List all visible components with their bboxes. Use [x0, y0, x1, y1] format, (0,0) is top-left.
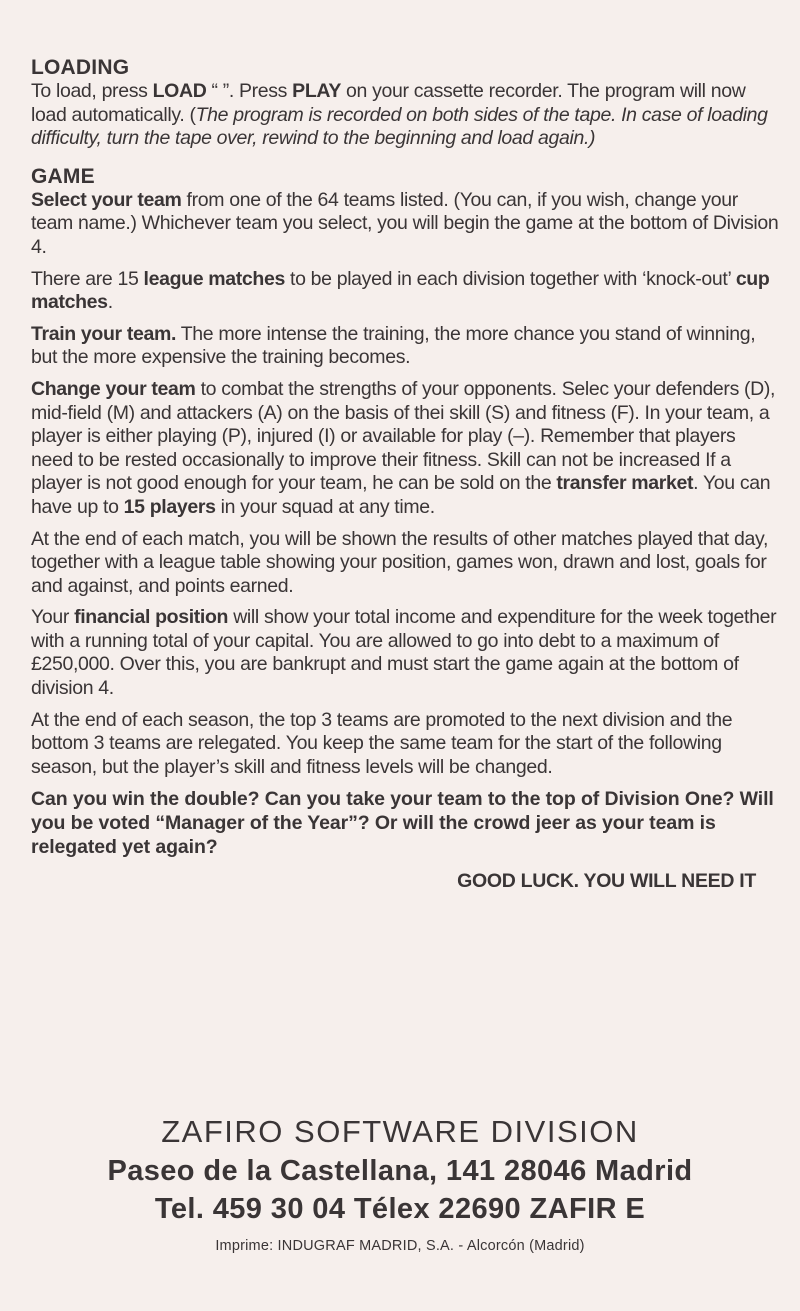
financial-position-paragraph: Your financial position will show your total income and expenditure for the week together with a running total of your capital. You are allowed to go into debt to a maximum of £250,000. Over this, you are bankrupt and must start the game again at the bottom of division 4.	[31, 606, 777, 700]
match-results-paragraph: At the end of each match, you will be shown the results of other matches played that day, together with a league table showing your position, games won, drawn and lost, goals for and against, and points earned.	[31, 527, 769, 597]
publisher-footer	[0, 1112, 800, 1256]
league-matches-paragraph: There are 15 league matches to be played in each division together with ‘knock-out’ cup matches.	[31, 267, 770, 314]
closing-questions: Can you win the double? Can you take your team to the top of Division One? Will you be voted “Manager of the Year”? Or will the crowd jeer as your team is relegated yet again?	[31, 788, 774, 859]
company-phone: Tel. 459 30 04 Télex 22690 ZAFIR E	[154, 1193, 646, 1225]
company-name: ZAFIRO SOFTWARE DIVISION	[161, 1114, 639, 1149]
printer-credit: Imprime: INDUGRAF MADRID, S.A. - Alcorcón (Madrid)	[215, 1238, 585, 1254]
loading-heading: LOADING	[31, 56, 130, 79]
loading-paragraph: To load, press LOAD “ ”. Press PLAY on your cassette recorder. The program will now load automatically. (The program is recorded on both sides of the tape. In case of loading difficulty, turn the tape over, rewind to the beginning and load again.)	[31, 80, 768, 150]
company-address: Paseo de la Castellana, 141 28046 Madrid	[107, 1155, 693, 1187]
select-team-paragraph: Select your team from one of the 64 teams listed. (You can, if you wish, change your team name.) Whichever team you select, you will begin the game at the bottom of Division 4.	[31, 188, 779, 258]
game-heading: GAME	[31, 164, 95, 188]
change-team-paragraph: Change your team to combat the strengths of your opponents. Selec your defenders (D), mid-field (M) and attackers (A) on the basis of thei skill (S) and fitness (F). In your team, a player is either playing (P), injured (I) or available for play (–). Remember that players need to be rested occasionally to improve their fitness. Skill can not be increased If a player is not good enough for your team, he can be sold on the transfer market. You can have up to 15 players in your squad at any time.	[31, 377, 776, 518]
good-luck-line: GOOD LUCK. YOU WILL NEED IT	[457, 870, 756, 893]
train-team-paragraph: Train your team. The more intense the training, the more chance you stand of winning, but the more expensive the training becomes.	[31, 322, 756, 369]
season-end-paragraph: At the end of each season, the top 3 teams are promoted to the next division and the bottom 3 teams are relegated. You keep the same team for the start of the following season, but the player’s skill and fitness levels will be changed.	[31, 708, 733, 778]
